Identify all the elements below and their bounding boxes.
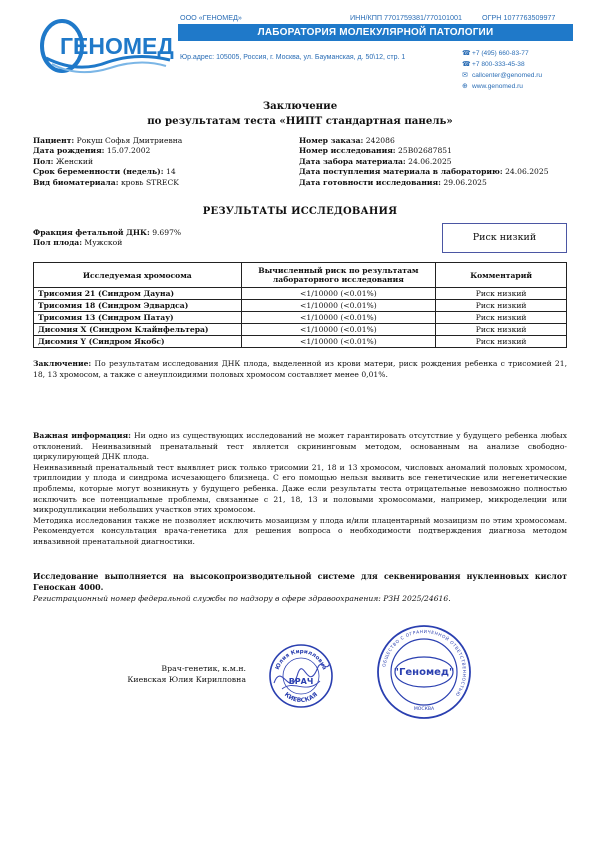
collection-date-row: Дата забора материала: 24.06.2025 bbox=[299, 156, 452, 166]
biomaterial-row: Вид биоматериала: кровь STRECK bbox=[33, 177, 179, 187]
web-icon: ⊕ bbox=[462, 83, 468, 90]
patient-info-left bbox=[33, 136, 182, 188]
doctor-name: Киевская Юлия Кирилловна bbox=[127, 674, 246, 684]
comment-cell: Риск низкий bbox=[436, 312, 567, 324]
table-row bbox=[34, 288, 567, 300]
study-number-row: Номер исследования: 25B02687851 bbox=[299, 146, 452, 156]
risk-cell: <1/10000 (<0.01%) bbox=[241, 300, 436, 312]
document-subtitle: по результатам теста «НИПТ стандартная панель» bbox=[147, 115, 453, 127]
important-paragraph-2: Неинвазивный пренатальный тест выявляет риск только трисомии 21, 18 и 13 хромосом, числовых аномалий половых хромосом, триплоидии у плода и синдрома исчезающего близнеца. С его помощью нельзя выявить все генетические или негенетические проблемы, которые могут возникнуть у будущего ребенка. Даже если результаты теста отрицательные невозможно полностью исключить все потенциальные проблемы, связанные с 21, 18, 13 и половыми хромосомами, например, микроделеции или микродупликации небольших участков этих хромосом. bbox=[33, 462, 567, 515]
risk-cell: <1/10000 (<0.01%) bbox=[241, 288, 436, 300]
table-row bbox=[34, 312, 567, 324]
risk-cell: <1/10000 (<0.01%) bbox=[241, 336, 436, 348]
column-header: Исследуемая хромосома bbox=[34, 263, 242, 288]
svg-text:ГЕНОМЕД: ГЕНОМЕД bbox=[60, 33, 174, 59]
contact-phone-2: ☎+7 800-333-45-38 bbox=[462, 61, 525, 68]
ready-date-row: Дата готовности исследования: 29.06.2025 bbox=[299, 177, 487, 187]
contact-website[interactable]: ⊕ www.genomed.ru bbox=[462, 83, 523, 90]
comment-cell: Риск низкий bbox=[436, 324, 567, 336]
phone-icon: ☎ bbox=[462, 61, 471, 68]
contact-phone-1: ☎+7 (495) 660-83-77 bbox=[462, 50, 529, 57]
comment-cell: Риск низкий bbox=[436, 300, 567, 312]
table-header-row bbox=[34, 263, 567, 288]
svg-text:"Геномед": "Геномед" bbox=[393, 667, 455, 678]
column-header: Комментарий bbox=[436, 263, 567, 288]
phone-icon: ☎ bbox=[462, 50, 471, 57]
overall-risk-box: Риск низкий bbox=[442, 223, 567, 253]
table-row bbox=[34, 324, 567, 336]
table-row bbox=[34, 336, 567, 348]
table-row bbox=[34, 300, 567, 312]
ogrn: ОГРН 1077763509977 bbox=[482, 13, 556, 22]
comment-cell: Риск низкий bbox=[436, 336, 567, 348]
contact-email[interactable]: ✉ callcenter@genomed.ru bbox=[462, 72, 543, 79]
doctor-signature-block bbox=[90, 664, 246, 685]
registration-number: Регистрационный номер федеральной службы по надзору в сфере здравоохранения: РЗН 2025/24616. bbox=[33, 594, 451, 603]
results-title: РЕЗУЛЬТАТЫ ИССЛЕДОВАНИЯ bbox=[202, 206, 398, 217]
fetal-info bbox=[33, 228, 181, 249]
patient-info-right bbox=[299, 136, 549, 188]
chromosome-cell: Трисомия 18 (Синдром Эдвардса) bbox=[34, 300, 242, 312]
doctor-seal bbox=[268, 643, 334, 709]
risk-cell: <1/10000 (<0.01%) bbox=[241, 324, 436, 336]
chromosome-cell: Трисомия 13 (Синдром Патау) bbox=[34, 312, 242, 324]
document-title: Заключение bbox=[262, 100, 338, 112]
sex-row: Пол: Женский bbox=[33, 156, 94, 166]
birth-date-row: Дата рождения: 15.07.2002 bbox=[33, 146, 151, 156]
doctor-title: Врач-генетик, к.м.н. bbox=[161, 664, 246, 673]
important-info bbox=[33, 431, 567, 548]
important-paragraph-3: Методика исследования также не позволяет исключить мозаицизм у плода и/или плацентарный мозаицизм по этим хромосомам. Рекомендуется консультация врача-генетика для решения вопроса о необходимости подтверждения диагноза методом инвазивной пренатальной диагностики. bbox=[33, 515, 567, 546]
svg-text:КИЕВСКАЯ: КИЕВСКАЯ bbox=[282, 691, 320, 705]
chromosome-cell: Дисомия Y (Синдром Якобс) bbox=[34, 336, 242, 348]
column-header: Вычисленный риск по результатам лабораторного исследования bbox=[241, 263, 436, 288]
inn-kpp: ИНН/КПП 7701759381/770101001 bbox=[350, 13, 463, 22]
conclusion-paragraph: Заключение: По результатам исследования ДНК плода, выделенной из крови матери, риск рождения ребенка с трисомией 21, 18, 13 хромосом, а также с анеуплоидиями половых хромосом составляет менее 0,01%. bbox=[33, 359, 567, 379]
chromosome-cell: Трисомия 21 (Синдром Дауна) bbox=[34, 288, 242, 300]
svg-text:Юлия Кирилловна: Юлия Кирилловна bbox=[274, 648, 328, 671]
svg-text:ВРАЧ: ВРАЧ bbox=[288, 677, 314, 686]
results-table bbox=[33, 262, 567, 348]
important-paragraph-1: Важная информация: Ни одно из существующих исследований не может гарантировать отсутствие у будущего ребенка любых отклонений. Неинвазивный пренатальный тест является скрининговым методом, основанным на анализе свободно-циркулирующей ДНК плода. bbox=[33, 431, 567, 462]
chromosome-cell: Дисомия X (Синдром Клайнфельтера) bbox=[34, 324, 242, 336]
fetal-fraction-row: Фракция фетальной ДНК: 9.697% bbox=[33, 228, 182, 237]
legal-address: Юр.адрес: 105005, Россия, г. Москва, ул. Бауманская, д. 50\12, стр. 1 bbox=[180, 54, 406, 61]
svg-text:ОБЩЕСТВО С ОГРАНИЧЕННОЙ ОТВЕТС: ОБЩЕСТВО С ОГРАНИЧЕННОЙ ОТВЕТСТВЕННОСТЬЮ bbox=[382, 629, 467, 698]
gestation-row: Срок беременности (недель): 14 bbox=[33, 167, 176, 177]
patient-name-row: Пациент: Рокуш Софья Дмитриевна bbox=[33, 136, 183, 145]
org-name: ООО «ГЕНОМЕД» bbox=[180, 13, 242, 22]
order-number-row: Номер заказа: 242086 bbox=[299, 136, 395, 145]
email-icon: ✉ bbox=[462, 72, 468, 79]
company-logo bbox=[38, 14, 178, 76]
risk-cell: <1/10000 (<0.01%) bbox=[241, 312, 436, 324]
comment-cell: Риск низкий bbox=[436, 288, 567, 300]
fetal-sex-row: Пол плода: Мужской bbox=[33, 238, 123, 248]
platform-statement: Исследование выполняется на высокопроизводительной системе для секвенирования нуклеиновых кислот Геноскан 4000. bbox=[33, 572, 567, 592]
received-date-row: Дата поступления материала в лабораторию: 24.06.2025 bbox=[299, 167, 549, 177]
company-seal bbox=[376, 624, 472, 720]
svg-text:МОСКВА: МОСКВА bbox=[413, 707, 435, 712]
lab-banner: ЛАБОРАТОРИЯ МОЛЕКУЛЯРНОЙ ПАТОЛОГИИ bbox=[178, 24, 573, 41]
